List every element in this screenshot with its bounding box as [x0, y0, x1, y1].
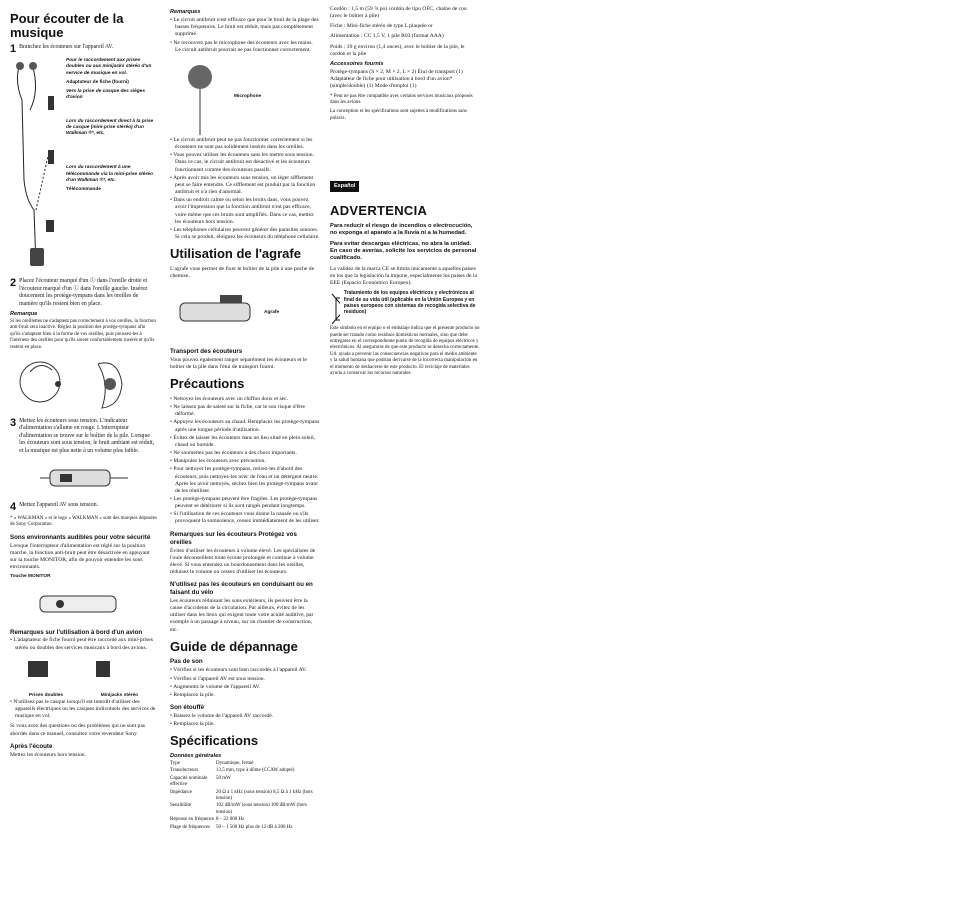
spec-value: 8 – 22 000 Hz: [216, 817, 245, 823]
label-agrafe: Agrafe: [264, 310, 280, 316]
microphone-earbud-illustration: [170, 57, 230, 137]
precautions-item: • Les protège-tympans peuvent être fragiles. Les protège-tympans peuvent se détériorer si ils sont rangés pendant longtemps.: [170, 496, 320, 510]
spec-general: Données générales: [170, 752, 222, 759]
spec-value: Dynamique, fermé: [216, 761, 254, 767]
design-note: La conception et les spécifications sont sujettes à modifications sans préavis.: [330, 109, 467, 121]
precautions-item: • Si l'utilisation de ces écouteurs vous donne la nausée ou s'ils provoquent la somnolence, cessez immédiatement de les utiliser.: [170, 511, 320, 525]
caption-minijack: Pour le raccordement aux prises doubles ou aux minijacks stéréo d'un service de musique en vol.: [66, 58, 152, 76]
remarks3-item: • Les téléphones cellulaires peuvent générer des parasites sonores. Si cela se produit, éloignez les écouteurs du téléphone cellulaire.: [170, 227, 320, 241]
warning-1: Para reducir el riesgo de incendios o electrocución, no exponga el aparato a la lluvia ni a la humedad.: [330, 222, 473, 237]
spec-key: Réponse en fréquence: [170, 817, 215, 823]
ambient-title: Sons environnants audibles pour votre sécurité: [10, 533, 151, 541]
respect-text: Les écouteurs réduisant les sons extérieurs, ils peuvent être la cause d'accidents de la circulation. Par ailleurs, évitez de les utiliser dans les lieux qui exigent toute votre acuité auditive, par exemple à un passage à niveau, sur un chantier de construction, etc.: [170, 598, 314, 633]
muffled-list: [170, 713, 320, 728]
remarks2-item: • Ne recouvrez pas le microphone des écouteurs avec les mains. Le circuit antibruit pourrait ne pas fonctionner correctement.: [170, 40, 320, 54]
label-microphone: Microphone: [234, 93, 262, 99]
remarks2-title: Remarques: [170, 9, 201, 15]
column-4: [488, 6, 638, 897]
no-sound-title: Pas de son: [170, 658, 203, 666]
warning-title: ADVERTENCIA: [330, 203, 428, 219]
remarks2-item: • Le circuit antibruit n'est efficace que pour le bruit de la plage des basses fréquences. Le bruit est réduit, mais pas complètement supprimé.: [170, 17, 320, 38]
precautions-item: • Ne soumettez pas les écouteurs à des chocs importants.: [170, 450, 320, 457]
nosound-item: • Vérifiez si l'appareil AV est sous tension.: [170, 676, 320, 683]
spec-key: Transducteurs: [170, 768, 199, 774]
remarks3-list: [170, 137, 320, 241]
column-3: [330, 6, 480, 897]
weee-text: Este símbolo en el equipo o el embalaje indica que el presente producto no puede ser tratado como residuos domésticos normales, sino que debe entregarse en el correspondiente punto de recogida de equipos eléctricos y electrónicos. Al asegurarse de que este producto se desecha correctamente, Ud. ayuda a prevenir las consecuencias negativas para el medio ambiente y la salud humana que podrían derivarse de la incorrecta manipulación en el momento de deshacerse de este producto. El reciclaje de materiales ayuda a conservar los recursos naturales.: [330, 326, 480, 377]
remark-title: Remarque: [10, 310, 38, 317]
spec-title: Spécifications: [170, 733, 259, 749]
column-6: [806, 6, 948, 897]
label-adapter: Adaptateur de fiche (fourni): [66, 79, 129, 85]
headphone-cable-illustration: [10, 60, 62, 270]
label-minijacks: Minijacks stéréo: [100, 692, 139, 698]
spec-value: 50 – 1 500 Hz plus de 12 dB à 200 Hz: [216, 824, 293, 830]
label-telecommande: Télécommande: [66, 186, 101, 192]
respect-title: N'utilisez pas les écouteurs en conduisant ou en faisant du vélo: [170, 581, 313, 597]
warning-2: Para evitar descargas eléctricas, no abra la unidad. En caso de averías, solicite los servicios de personal cualificado.: [330, 240, 477, 262]
spec-fiche: Fiche : Mini-fiche stéréo de type L plaquée or: [330, 23, 433, 30]
precautions-item: • Ne laissez pas de saleté sur la fiche, car le son risque d'être déformé.: [170, 404, 320, 418]
muffled-item: • Remplacez la pile.: [170, 721, 320, 728]
muffled-item: • Baissez le volume de l'appareil AV raccordé.: [170, 713, 320, 720]
caption-walkman: Lors du raccordement direct à la prise de casque (mini-prise stéréo) d'un Walkman ®*, etc.: [66, 119, 154, 137]
accessories-title: Accessoires fournis: [330, 60, 384, 67]
spec-table: [170, 761, 320, 831]
nosound-item: • Vérifiez si les écouteurs sont bien raccordés à l'appareil AV.: [170, 667, 320, 674]
walkman-footnote: * « WALKMAN » et le logo « WALKMAN » sont des marques déposées de Sony Corporation.: [10, 516, 157, 528]
language-tag: Español: [330, 181, 359, 192]
precautions-item: • Nettoyez les écouteurs avec un chiffon doux et sec.: [170, 396, 320, 403]
remarks3-item: • Vous pouvez utiliser les écouteurs sans les mettre sous tension. Dans ce cas, le circuit antibruit est désactivé et les écouteurs fonctionnent comme des écouteurs passifs.: [170, 152, 320, 173]
remarks3-item: • Après avoir mis les écouteurs sous tension, un léger sifflement peut se faire entendre. Ce sifflement est produit par la fonction antibruit et n'a rien d'anormal.: [170, 175, 320, 196]
spec-value: 13,5 mm, type à dôme (CCAW adopté): [216, 768, 295, 774]
step-2-fr: 2 Placez l'écouteur marqué d'un Ⓛ dans l'oreille droite et l'écouteur marqué d'un Ⓛ dans l'oreille gauche. Insérez doucement les protège-tympans dans les oreilles de manière qu'ils restent bien en place.: [10, 278, 157, 308]
accessories-text: Protège-tympans (S × 2, M × 2, L × 2) Étui de transport (1) Adaptateur de fiche pour utilisation à bord d'un avion* (simple/double) (1) Mode d'emploi (1): [330, 69, 463, 90]
no-sound-list: [170, 667, 320, 699]
caption-remote: Lors du raccordement à une télécommande via la mini-prise stéréo d'un Walkman ®*, etc.: [66, 165, 153, 183]
precautions-item: • Évitez de laisser les écouteurs dans un lieu situé en plein soleil, chaud ou humide.: [170, 435, 320, 449]
label-monitor-button: Touche MONITOR: [10, 574, 51, 580]
spec-key: Sensibilité: [170, 803, 192, 809]
step-1-text: Branchez les écouteurs sur l'appareil AV.: [19, 44, 114, 51]
plane-note: • N'utilisez pas le casque lorsqu'il est interdit d'utiliser des appareils électriques ou les casques individuels des services de musique en vol.: [10, 699, 157, 720]
clip-title: Utilisation de l'agrafe: [170, 246, 301, 262]
step-2-text: Placez l'écouteur marqué d'un Ⓛ dans l'oreille droite et l'écouteur marqué d'un Ⓛ dans l'oreille gauche. Insérez doucement les protège-tympans dans les oreilles de manière qu'ils restent bien en place.: [19, 278, 148, 307]
spec-alim: Alimentation : CC 1,5 V, 1 pile R03 (format AAA): [330, 33, 444, 40]
column-1: [10, 6, 157, 897]
safety-title: Remarques sur les écouteurs Protégez vos oreilles: [170, 530, 297, 546]
spec-key: Type: [170, 761, 180, 767]
ce-text: La validez de la marca CE se limita únicamente a aquellos países en los que la legislación la impone, especialmente los países de la EEE (Espacio Económico Europeo).: [330, 265, 477, 287]
step-4-fr: 4 Mettez l'appareil AV sous tension.: [10, 501, 99, 514]
spec-poids: Poids : 39 g environ (1,4 onces), avec le boîtier de la pile, le cordon et la pile: [330, 43, 465, 57]
clip-illustration: [170, 283, 260, 343]
spec-value: 20 Ω à 1 kHz (sous tension) 8,5 Ω à 1 kHz (hors tension): [216, 789, 313, 801]
precautions-list: [170, 396, 320, 526]
spec-key: Capacité nominale effective: [170, 775, 208, 788]
accessories-note: * Peut ne pas être compatible avec certains services musicaux proposés dans les avions.: [330, 93, 473, 105]
precautions-item: • Pour nettoyer les protège-tympans, retirez-les d'abord des écouteurs, puis nettoyez-les avec de l'eau et un détergent neutre. Après les avoir nettoyés, séchez bien les protège-tympans avant de les réutiliser.: [170, 466, 320, 495]
transport-text: Vous pouvez également ranger séparément les écouteurs et le boîtier de la pile dans l'étui de transport fourni.: [170, 357, 307, 371]
questions-text: Si vous avez des questions ou des problèmes qui ne sont pas abordés dans ce manuel, consultez votre revendeur Sony.: [10, 723, 146, 737]
transport-title: Transport des écouteurs: [170, 348, 243, 356]
remarks3-item: • Dans un endroit calme ou selon les bruits dans, vous pouvez avoir l'impression que la fonction antibruit n'est pas efficace, voire même que ces bruits sont amplifiés. Dans ce cas, mettez les écouteurs hors tension.: [170, 197, 320, 226]
nosound-item: • Remplacez la pile.: [170, 692, 320, 699]
plane-notes: • L'adaptateur de fiche fourni peut être raccordé aux mini-prises stéréo ou doubles des services musicaux à bord des avions.: [10, 637, 157, 651]
remarks3-item: • Le circuit antibruit peut ne pas fonctionner correctement si les écouteurs ne sont pas solidement insérés dans les oreilles.: [170, 137, 320, 151]
after-title: Après l'écoute: [10, 742, 53, 750]
nosound-item: • Augmentez le volume de l'appareil AV.: [170, 684, 320, 691]
spec-key: Plage de fréquences: [170, 824, 210, 830]
after-text: Mettez les écouteurs hors tension.: [10, 751, 86, 758]
spec-cordon: Cordón : 1,5 m (59 ⅞ po) cordón de tipo OFC, chaîne de cou (avec le boîtier à pile): [330, 6, 467, 20]
ambient-text: Lorsque l'interrupteur d'alimentation est réglé sur la position marche, la fonction anti-bruit peut être désactivée en appuyant sur la touche MONITOR, afin de pouvoir entendre les sons environnants.: [10, 542, 150, 571]
ear-fitting-illustration: [10, 354, 150, 414]
remark-text: Si les oreillettes ne s'adaptent pas correctement à vos oreilles, la fonction anti-bruit sera inactive. Réglez la position des protège-tympans afin qu'ils s'adaptent bien à la forme de vos oreilles, puis poussez-les à l'intérieur des oreilles pour qu'ils soient confortablement insérés et qu'ils restent en place.: [10, 319, 156, 350]
power-switch-illustration: [10, 458, 150, 498]
clip-text: L'agrafe vous permet de fixer le boîtier de la pile à une poche de chemise.: [170, 265, 315, 279]
column-5: [647, 6, 797, 897]
label-prises-doubles: Prises doubles: [28, 692, 63, 698]
precautions-item: • Appuyez les écouteurs au chaud. Remplacez les protège-tympans après une longue période d'utilisation.: [170, 419, 320, 433]
precautions-title: Précautions: [170, 376, 245, 392]
muffled-title: Son étouffé: [170, 703, 205, 711]
precautions-item: • Manipulez les écouteurs avec précaution.: [170, 458, 320, 465]
listen-title-fr: Pour écouter de la musique: [10, 11, 124, 40]
spec-key: Impédance: [170, 789, 192, 795]
spec-value: 102 dB/mW (sous tension) 100 dB/mW (hors tension): [216, 803, 307, 815]
weee-title: Tratamiento de los equipos eléctricos y electrónicos al final de su vida útil (aplicable en la Unión Europea y en países europeos con sistemas de recogida selectiva de residuos): [343, 290, 476, 316]
weee-bin-icon: [330, 290, 340, 326]
plane-title: Remarques sur l'utilisation à bord d'un avion: [10, 628, 143, 636]
step-3-text: Mettez les écouteurs sous tension. L'indicateur d'alimentation s'allume en rouge. L'interrupteur d'alimentation se trouve sur le boîtier de la pile. Lorsque les écouteurs sont sous tension, le bruit ambiant est réduit, et la musique est plus nette à un volume plus faible.: [19, 418, 155, 454]
step-3-fr: 3 Mettez les écouteurs sous tension. L'indicateur d'alimentation s'allume en rouge. L'interrupteur d'alimentation se trouve sur le boîtier de la pile. Lorsque les écouteurs sont sous tension, le bruit ambiant est réduit, et la musique est plus nette à un volume plus faible.: [10, 418, 157, 455]
caption-airplane: Vers la prise de casque des sièges d'avion: [66, 88, 146, 100]
spec-value: 50 mW: [216, 775, 231, 781]
monitor-button-illustration: [10, 584, 150, 624]
step-4-text: Mettez l'appareil AV sous tension.: [19, 502, 99, 509]
column-2: [170, 6, 320, 897]
trouble-title: Guide de dépannage: [170, 638, 298, 654]
step-1-fr: 1 Branchez les écouteurs sur l'appareil AV.: [10, 43, 114, 56]
plug-adapter-illustration: [10, 655, 150, 689]
safety-text: Évitez d'utiliser les écouteurs à volume élevé. Les spécialistes de l'ouïe déconseillent toute écoute prolongée et continue à volume élevé. Si vous entendez un bourdonnement dans les oreilles, réduisez le volume ou cessez d'utiliser les écouteurs.: [170, 547, 316, 575]
connection-illustration: [10, 58, 157, 274]
remarks2-list: [170, 17, 320, 54]
